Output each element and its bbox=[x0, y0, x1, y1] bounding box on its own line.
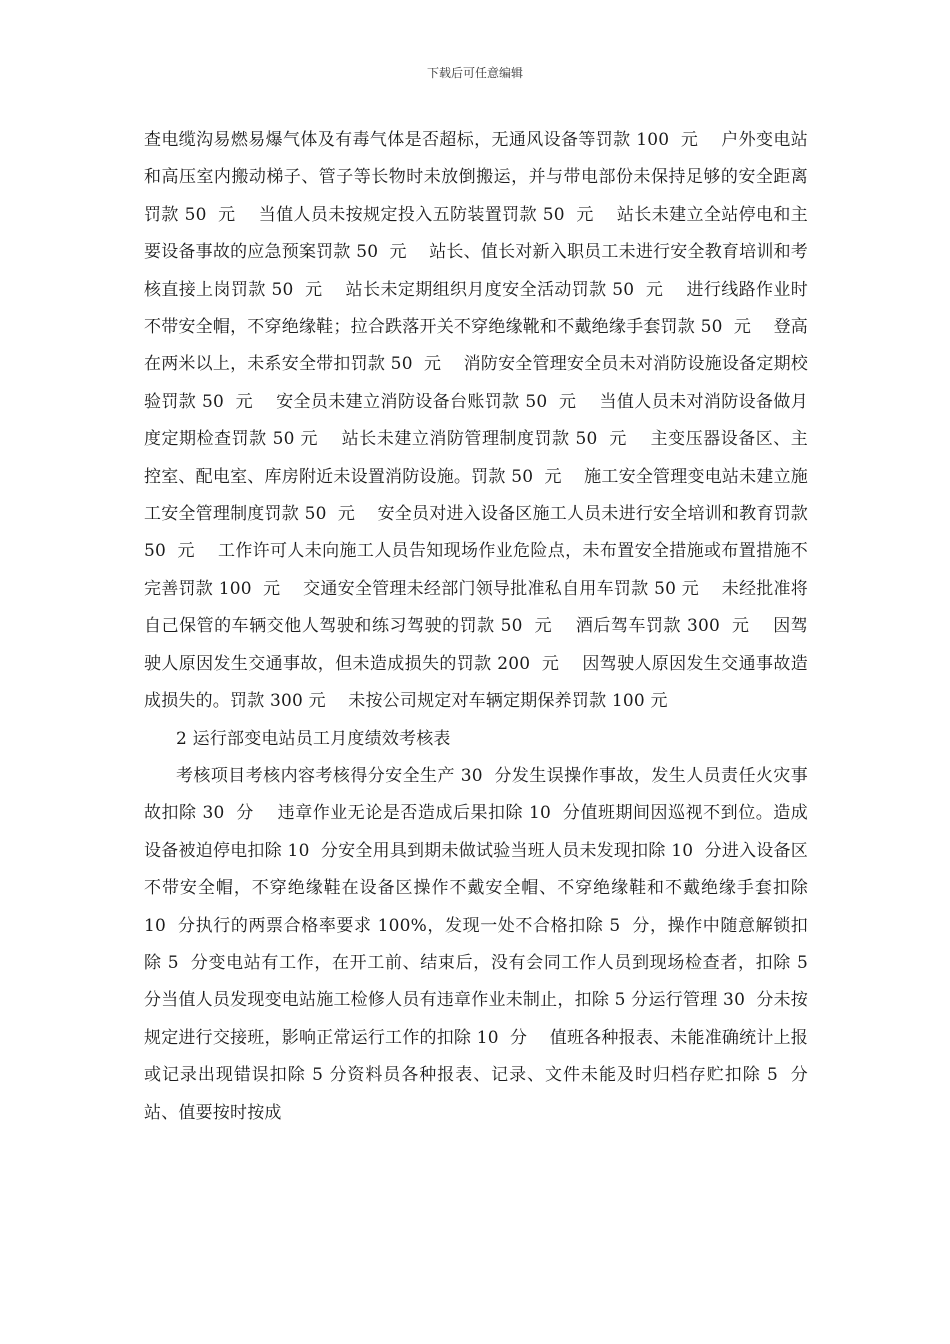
penalty-paragraph: 查电缆沟易燃易爆气体及有毒气体是否超标，无通风设备等罚款 100 元 户外变电站和高压室内搬动梯子、管子等长物时未放倒搬运，并与带电部份未保持足够的安全距离罚款 50 元 当值人员未按规定投入五防装置罚款 50 元 站长未建立全站停电和主要设备事故的应急预案罚款 50 元 站长、值长对新入职员工未进行安全教育培训和考核直接上岗罚款 50 元 站长未定期组织月度安全活动罚款 50 元 进行线路作业时不带安全帽，不穿绝缘鞋；拉合跌落开关不穿绝缘靴和不戴绝缘手套罚款 50 元 登高在两米以上，未系安全带扣罚款 50 元 消防安全管理安全员未对消防设施设备定期校验罚款 50 元 安全员未建立消防设备台账罚款 50 元 当值人员未对消防设备做月度定期检查罚款 50 元 站长未建立消防管理制度罚款 50 元 主变压器设备区、主控室、配电室、库房附近未设置消防设施。罚款 50 元 施工安全管理变电站未建立施工安全管理制度罚款 50 元 安全员对进入设备区施工人员未进行安全培训和教育罚款 50 元 工作许可人未向施工人员告知现场作业危险点，未布置安全措施或布置措施不完善罚款 100 元 交通安全管理未经部门领导批准私自用车罚款 50 元 未经批准将自己保管的车辆交他人驾驶和练习驾驶的罚款 50 元 酒后驾车罚款 300 元 因驾驶人原因发生交通事故，但未造成损失的罚款 200 元 因驾驶人原因发生交通事故造成损失的。罚款 300 元 未按公司规定对车辆定期保养罚款 100 元 bbox=[144, 130, 814, 712]
page-header: 下载后可任意编辑 bbox=[426, 66, 523, 80]
assessment-paragraph: 考核项目考核内容考核得分安全生产 30 分发生误操作事故，发生人员责任火灾事故扣除 30 分 违章作业无论是否造成后果扣除 10 分值班期间因巡视不到位。造成设备被迫停电扣除 10 分安全用具到期未做试验当班人员未发现扣除 10 分进入设备区不带安全帽，不穿绝缘鞋在设备区操作不戴安全帽、不穿绝缘鞋和不戴绝缘手套扣除 10 分执行的两票合格率要求 100%，发现一处不合格扣除 5 分，操作中随意解锁扣除 5 分变电站有工作，在开工前、结束后，没有会同工作人员到现场检查者，扣除 5 分当值人员发现变电站施工检修人员有违章作业未制止，扣除 5 分运行管理 30 分未按规定进行交接班，影响正常运行工作的扣除 10 分 值班各种报表、未能准确统计上报或记录出现错误扣除 5 分资料员各种报表、记录、文件未能及时归档存贮扣除 5 分站、值要按时按成 bbox=[144, 765, 814, 1123]
document-body bbox=[144, 122, 814, 1132]
section-heading: 2 运行部变电站员工月度绩效考核表 bbox=[176, 728, 451, 749]
